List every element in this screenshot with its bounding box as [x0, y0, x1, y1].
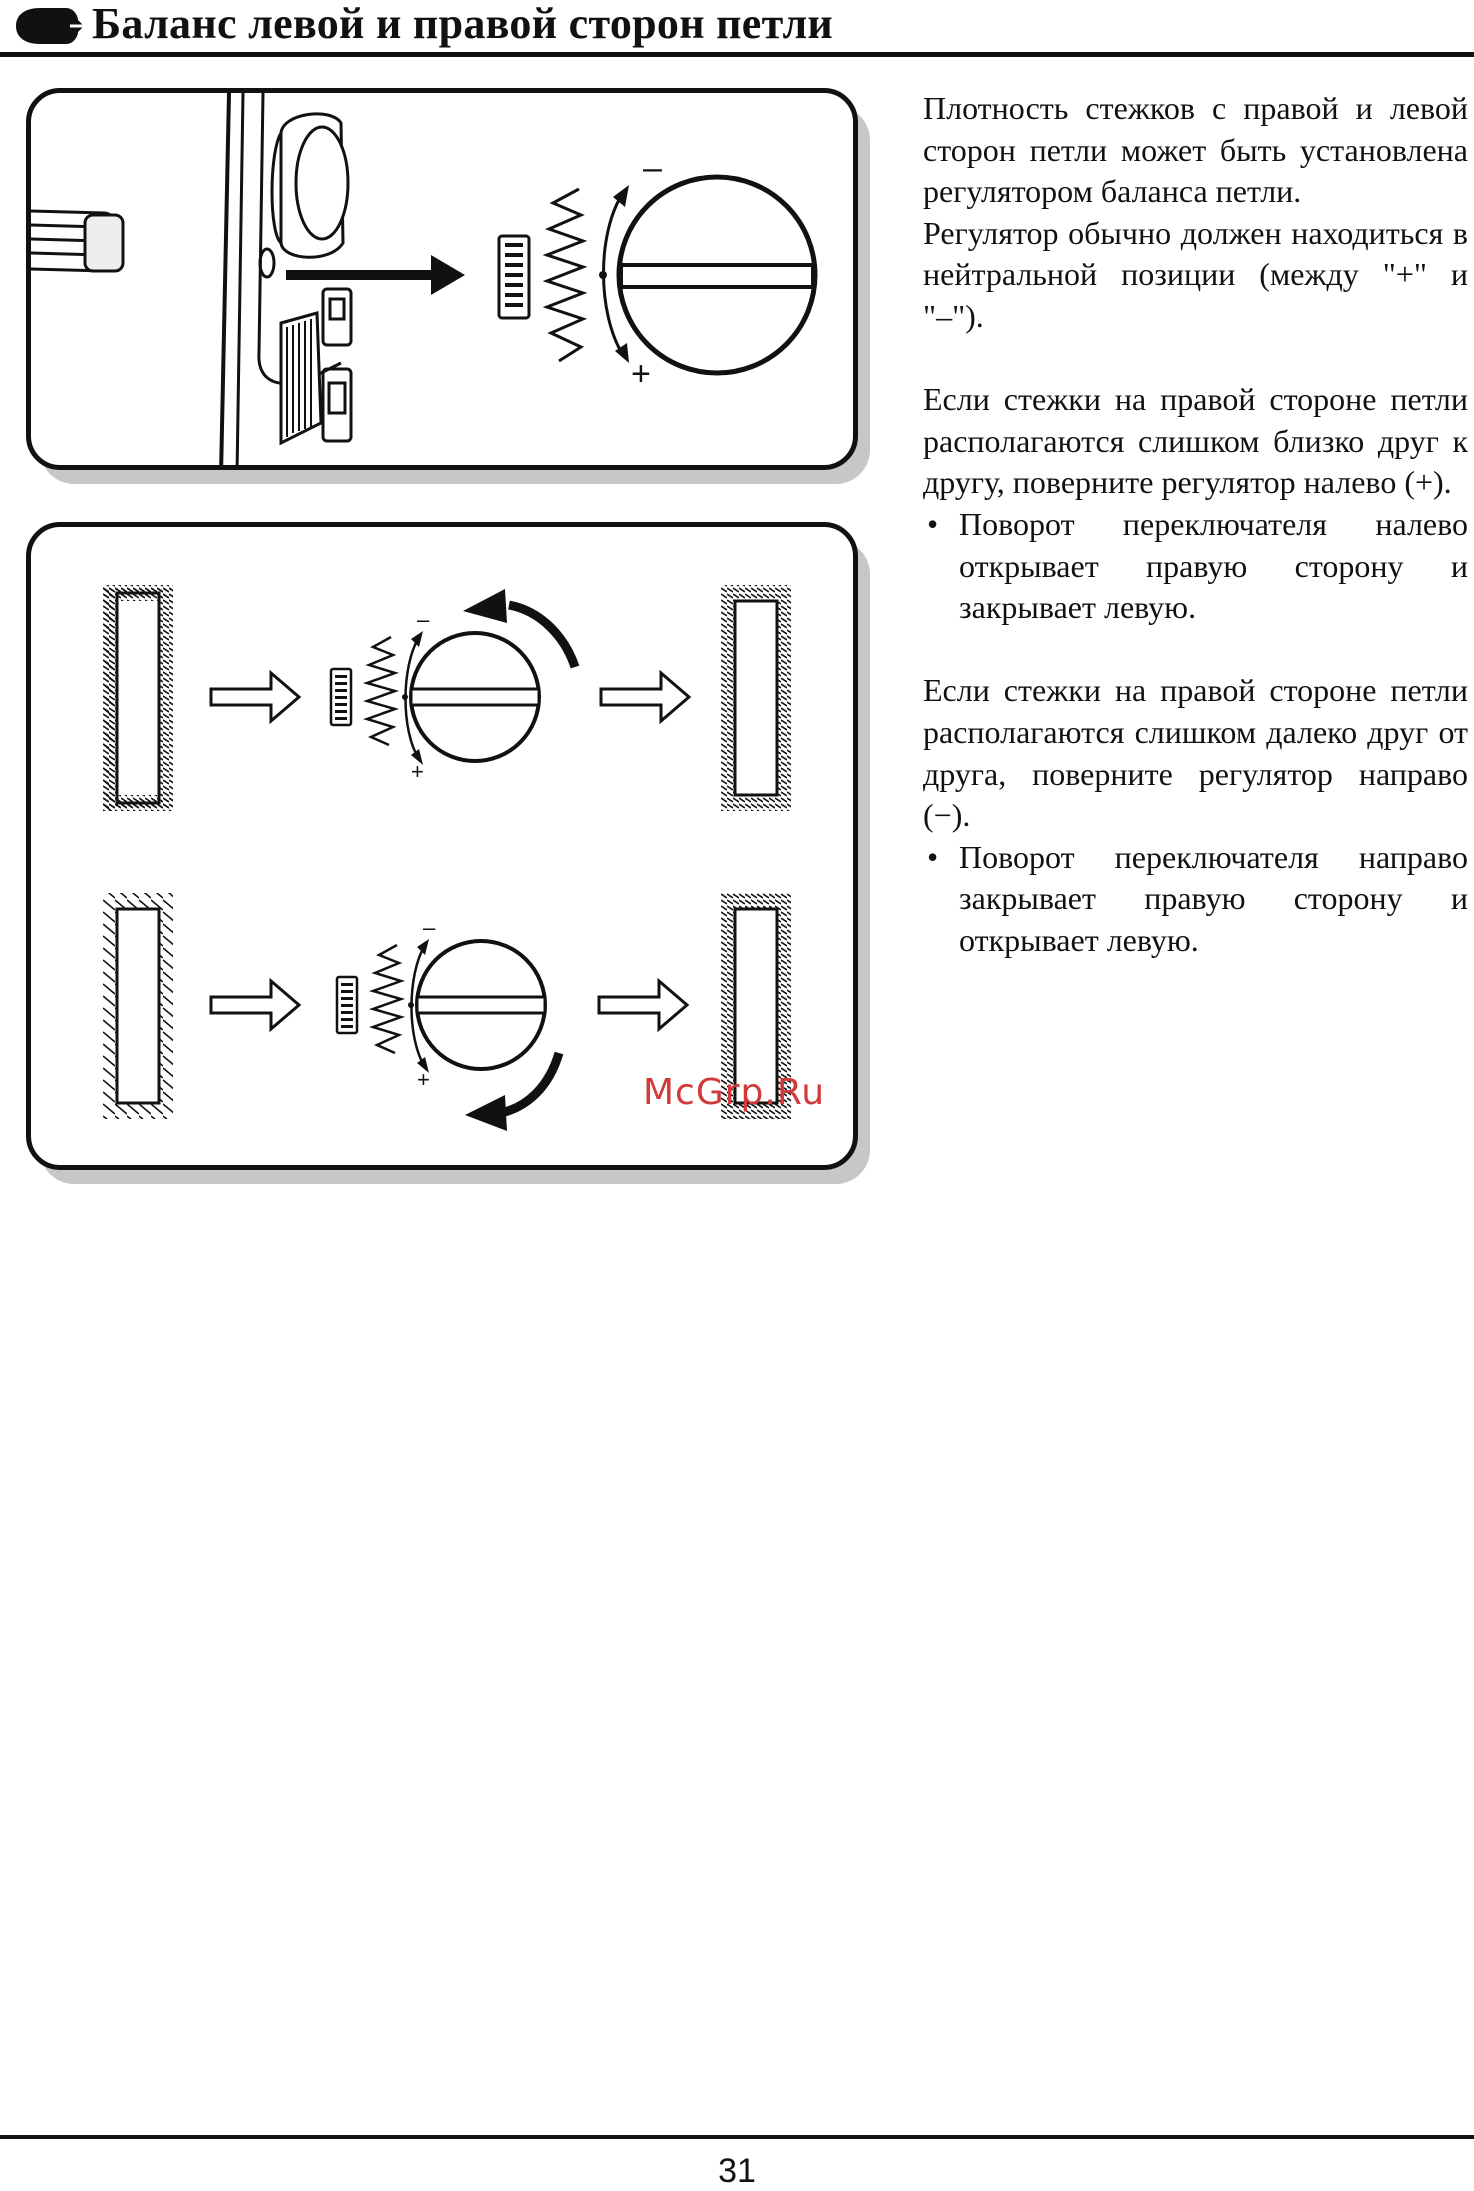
pointer-arrow-icon: [286, 255, 465, 295]
rotate-right-arrow-icon: [465, 1095, 507, 1131]
watermark: McGrp.Ru: [643, 1072, 826, 1113]
row2-dial-drawing: [337, 915, 559, 1131]
paragraph: Регулятор обычно должен находиться в нейтральной позиции (между "+" и "–").: [923, 214, 1468, 334]
page-title: Баланс левой и правой сторон петли: [92, 0, 834, 48]
bullet-symbol: •: [927, 505, 939, 542]
instructions-text: [923, 88, 1468, 961]
row1-after-stitch-icon: [721, 585, 791, 811]
row2-dial-plus-label: +: [417, 1067, 430, 1092]
paragraph: Если стежки на правой стороне петли располагаются слишком близко друг к другу, поверните регулятор налево (+).: [923, 381, 1468, 501]
row1-arrow-right-icon: [601, 673, 689, 721]
bullet-item: [923, 837, 1468, 962]
row1-arrow-right-icon: [211, 673, 299, 721]
rotate-left-arrow-icon: [463, 589, 507, 623]
row1-before-stitch-icon: [103, 585, 173, 811]
row1-dial-drawing: [331, 589, 575, 784]
balance-dial-drawing: [499, 149, 815, 393]
header-rule: [0, 52, 1474, 57]
paragraph: Плотность стежков с правой и левой сторон петли может быть установлена регулятором баланса петли.: [923, 90, 1468, 210]
page-number: 31: [718, 2152, 756, 2190]
row2-arrow-right-icon: [599, 981, 687, 1029]
row2-arrow-right-icon: [211, 981, 299, 1029]
machine-illustration-panel: [26, 88, 858, 470]
footer-rule: [0, 2135, 1474, 2139]
bullet-item: [923, 504, 1468, 629]
machine-illustration: [31, 93, 858, 470]
bullet-symbol: •: [927, 838, 939, 875]
paragraph: Если стежки на правой стороне петли располагаются слишком далеко друг от друга, поверните регулятор направо (−).: [923, 672, 1468, 834]
dial-plus-label: +: [631, 355, 651, 393]
row1-dial-plus-label: +: [411, 759, 424, 784]
row1-dial-minus-label: –: [417, 607, 430, 632]
row2-dial-minus-label: –: [423, 915, 436, 940]
bullet-text: Поворот переключателя налево открывает правую сторону и закрывает левую.: [959, 505, 1468, 626]
row2-before-stitch-icon: [103, 893, 173, 1119]
machine-body-drawing: [31, 93, 351, 470]
dial-minus-label: –: [643, 149, 662, 187]
bullet-text: Поворот переключателя направо закрывает правую сторону и открывает левую.: [959, 838, 1468, 958]
section-marker-icon: [12, 6, 84, 46]
page-header: [0, 0, 1474, 58]
